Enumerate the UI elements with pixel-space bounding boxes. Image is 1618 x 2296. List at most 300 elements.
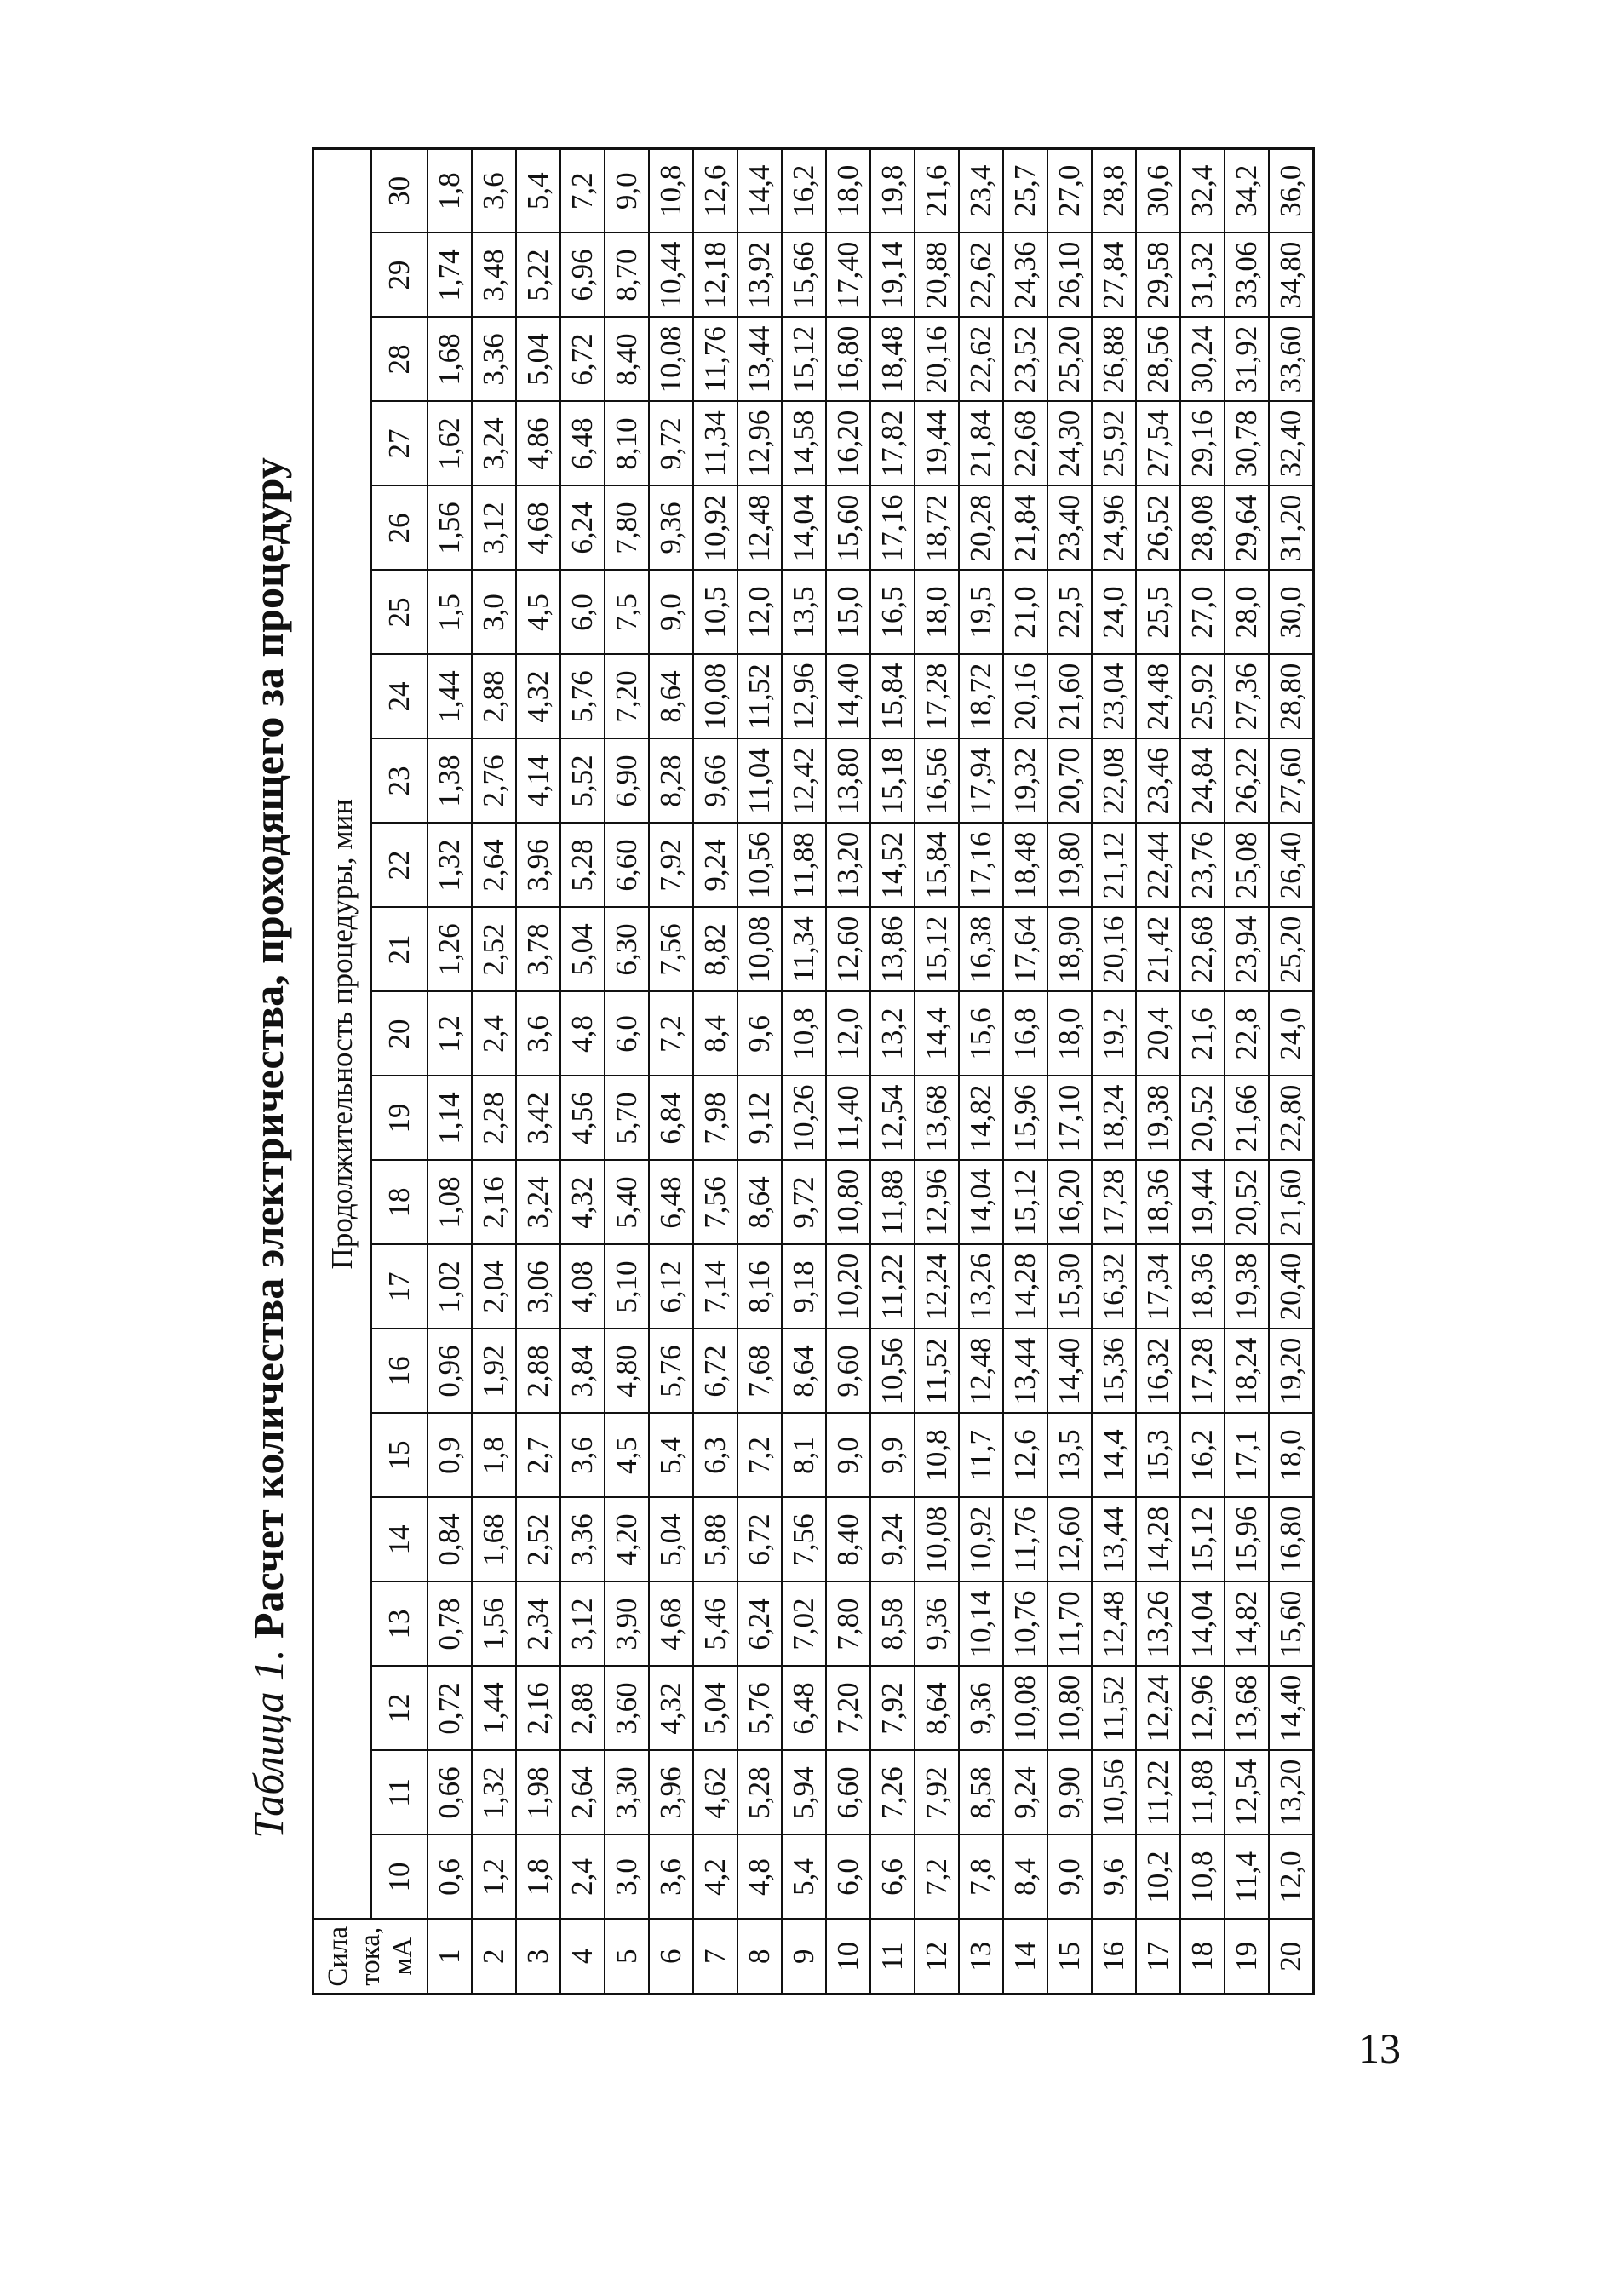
column-header-21: 21 — [371, 908, 427, 992]
table-cell: 4,62 — [693, 1751, 737, 1835]
table-cell: 10,20 — [826, 1245, 870, 1329]
table-cell: 7,26 — [870, 1751, 915, 1835]
table-cell: 5,28 — [737, 1751, 782, 1835]
row-current-cell: 19 — [1225, 1920, 1269, 1995]
table-cell: 36,0 — [1269, 149, 1314, 233]
table-cell: 18,48 — [1003, 824, 1047, 908]
table-cell: 24,30 — [1047, 402, 1092, 486]
table-cell: 9,72 — [649, 402, 693, 486]
table-cell: 11,34 — [693, 402, 737, 486]
table-cell: 10,56 — [870, 1329, 915, 1414]
table-cell: 20,70 — [1047, 739, 1092, 824]
table-cell: 31,32 — [1180, 233, 1225, 318]
table-cell: 21,66 — [1225, 1076, 1269, 1161]
table-cell: 3,96 — [649, 1751, 693, 1835]
column-header-22: 22 — [371, 824, 427, 908]
table-cell: 15,3 — [1136, 1414, 1180, 1498]
table-cell: 32,40 — [1269, 402, 1314, 486]
table-cell: 4,8 — [560, 992, 605, 1076]
table-cell: 19,38 — [1136, 1076, 1180, 1161]
table-cell: 26,52 — [1136, 486, 1180, 571]
table-cell: 0,66 — [427, 1751, 472, 1835]
table-cell: 16,5 — [870, 571, 915, 655]
row-current-cell: 12 — [915, 1920, 959, 1995]
table-cell: 23,40 — [1047, 486, 1092, 571]
table-cell: 5,22 — [516, 233, 560, 318]
table-cell: 30,6 — [1136, 149, 1180, 233]
table-cell: 3,06 — [516, 1245, 560, 1329]
table-cell: 17,16 — [870, 486, 915, 571]
table-cell: 9,24 — [1003, 1751, 1047, 1835]
table-row — [472, 149, 516, 1995]
table-cell: 1,62 — [427, 402, 472, 486]
table-cell: 6,96 — [560, 233, 605, 318]
table-cell: 1,2 — [427, 992, 472, 1076]
table-cell: 24,0 — [1092, 571, 1136, 655]
table-cell: 0,78 — [427, 1582, 472, 1667]
table-cell: 25,92 — [1092, 402, 1136, 486]
table-cell: 13,20 — [1269, 1751, 1314, 1835]
table-cell: 1,02 — [427, 1245, 472, 1329]
table-cell: 8,82 — [693, 908, 737, 992]
table-cell: 5,4 — [516, 149, 560, 233]
table-cell: 3,36 — [472, 318, 516, 402]
table-cell: 22,08 — [1092, 739, 1136, 824]
table-cell: 7,80 — [826, 1582, 870, 1667]
table-cell: 3,36 — [560, 1498, 605, 1582]
table-cell: 17,10 — [1047, 1076, 1092, 1161]
table-cell: 3,6 — [560, 1414, 605, 1498]
column-header-20: 20 — [371, 992, 427, 1076]
table-cell: 21,42 — [1136, 908, 1180, 992]
table-cell: 6,60 — [605, 824, 649, 908]
table-cell: 1,98 — [516, 1751, 560, 1835]
table-cell: 18,72 — [959, 655, 1003, 739]
table-cell: 1,56 — [427, 486, 472, 571]
table-cell: 27,60 — [1269, 739, 1314, 824]
table-cell: 7,56 — [782, 1498, 826, 1582]
table-cell: 14,58 — [782, 402, 826, 486]
column-header-12: 12 — [371, 1667, 427, 1751]
table-cell: 11,34 — [782, 908, 826, 992]
table-cell: 2,34 — [516, 1582, 560, 1667]
table-cell: 4,5 — [516, 571, 560, 655]
table-cell: 21,60 — [1269, 1161, 1314, 1245]
table-cell: 14,82 — [1225, 1582, 1269, 1667]
table-cell: 18,0 — [1047, 992, 1092, 1076]
table-cell: 10,92 — [693, 486, 737, 571]
table-cell: 17,28 — [1180, 1329, 1225, 1414]
table-cell: 11,70 — [1047, 1582, 1092, 1667]
table-cell: 16,20 — [1047, 1161, 1092, 1245]
table-cell: 4,32 — [649, 1667, 693, 1751]
table-cell: 10,8 — [1180, 1835, 1225, 1920]
table-cell: 31,92 — [1225, 318, 1269, 402]
table-cell: 3,24 — [472, 402, 516, 486]
caption-title: Расчет количества электричества, проходящего за процедуру — [244, 457, 292, 1639]
table-cell: 23,04 — [1092, 655, 1136, 739]
table-cell: 13,44 — [1092, 1498, 1136, 1582]
table-cell: 3,84 — [560, 1329, 605, 1414]
table-cell: 9,36 — [649, 486, 693, 571]
table-cell: 12,96 — [1180, 1667, 1225, 1751]
table-cell: 10,92 — [959, 1498, 1003, 1582]
table-cell: 16,38 — [959, 908, 1003, 992]
table-cell: 17,28 — [915, 655, 959, 739]
table-cell: 16,8 — [1003, 992, 1047, 1076]
table-cell: 7,14 — [693, 1245, 737, 1329]
table-cell: 13,44 — [1003, 1329, 1047, 1414]
table-cell: 30,78 — [1225, 402, 1269, 486]
table-cell: 7,56 — [649, 908, 693, 992]
table-cell: 12,60 — [1047, 1498, 1092, 1582]
table-cell: 13,26 — [959, 1245, 1003, 1329]
table-cell: 14,82 — [959, 1076, 1003, 1161]
table-cell: 10,8 — [649, 149, 693, 233]
row-current-cell: 6 — [649, 1920, 693, 1995]
table-cell: 3,48 — [472, 233, 516, 318]
table-cell: 19,44 — [1180, 1161, 1225, 1245]
table-cell: 17,94 — [959, 739, 1003, 824]
table-cell: 7,02 — [782, 1582, 826, 1667]
table-cell: 12,96 — [782, 655, 826, 739]
table-cell: 9,6 — [737, 992, 782, 1076]
table-cell: 21,6 — [1180, 992, 1225, 1076]
table-cell: 5,04 — [560, 908, 605, 992]
table-cell: 9,18 — [782, 1245, 826, 1329]
table-cell: 15,66 — [782, 233, 826, 318]
table-cell: 18,24 — [1225, 1329, 1269, 1414]
table-cell: 6,84 — [649, 1076, 693, 1161]
table-cell: 5,10 — [605, 1245, 649, 1329]
table-cell: 5,70 — [605, 1076, 649, 1161]
row-current-cell: 15 — [1047, 1920, 1092, 1995]
column-header-17: 17 — [371, 1245, 427, 1329]
table-cell: 5,04 — [516, 318, 560, 402]
table-cell: 5,4 — [782, 1835, 826, 1920]
table-cell: 18,0 — [826, 149, 870, 233]
table-cell: 18,72 — [915, 486, 959, 571]
table-cell: 14,4 — [737, 149, 782, 233]
table-cell: 20,40 — [1269, 1245, 1314, 1329]
table-cell: 12,48 — [737, 486, 782, 571]
table-cell: 9,60 — [826, 1329, 870, 1414]
table-cell: 5,76 — [737, 1667, 782, 1751]
table-cell: 25,20 — [1269, 908, 1314, 992]
table-cell: 14,4 — [915, 992, 959, 1076]
table-cell: 24,96 — [1092, 486, 1136, 571]
table-cell: 20,16 — [915, 318, 959, 402]
table-cell: 20,52 — [1180, 1076, 1225, 1161]
table-cell: 17,1 — [1225, 1414, 1269, 1498]
table-cell: 1,26 — [427, 908, 472, 992]
table-cell: 1,8 — [516, 1835, 560, 1920]
table-cell: 6,30 — [605, 908, 649, 992]
table-cell: 4,86 — [516, 402, 560, 486]
table-cell: 10,08 — [1003, 1667, 1047, 1751]
table-cell: 15,18 — [870, 739, 915, 824]
table-cell: 13,68 — [915, 1076, 959, 1161]
table-cell: 15,6 — [959, 992, 1003, 1076]
table-cell: 7,20 — [605, 655, 649, 739]
table-row — [560, 149, 605, 1995]
table-cell: 2,88 — [472, 655, 516, 739]
table-cell: 9,36 — [959, 1667, 1003, 1751]
table-cell: 19,8 — [870, 149, 915, 233]
table-cell: 14,28 — [1003, 1245, 1047, 1329]
duration-header: Продолжительность процедуры, мин — [313, 149, 372, 1920]
table-cell: 16,56 — [915, 739, 959, 824]
table-cell: 11,52 — [737, 655, 782, 739]
column-header-10: 10 — [371, 1835, 427, 1920]
table-cell: 1,38 — [427, 739, 472, 824]
table-cell: 1,14 — [427, 1076, 472, 1161]
table-cell: 8,70 — [605, 233, 649, 318]
table-cell: 12,96 — [737, 402, 782, 486]
table-cell: 5,40 — [605, 1161, 649, 1245]
table-cell: 11,88 — [782, 824, 826, 908]
row-current-cell: 14 — [1003, 1920, 1047, 1995]
table-cell: 15,96 — [1003, 1076, 1047, 1161]
table-cell: 10,76 — [1003, 1582, 1047, 1667]
table-row — [693, 149, 737, 1995]
row-current-cell: 8 — [737, 1920, 782, 1995]
table-cell: 15,30 — [1047, 1245, 1092, 1329]
table-cell: 4,20 — [605, 1498, 649, 1582]
column-header-19: 19 — [371, 1076, 427, 1161]
table-cell: 8,58 — [870, 1582, 915, 1667]
table-cell: 30,24 — [1180, 318, 1225, 402]
table-cell: 6,12 — [649, 1245, 693, 1329]
table-cell: 11,88 — [870, 1161, 915, 1245]
table-cell: 16,20 — [826, 402, 870, 486]
table-cell: 12,18 — [693, 233, 737, 318]
table-cell: 22,8 — [1225, 992, 1269, 1076]
table-row — [782, 149, 826, 1995]
table-cell: 10,5 — [693, 571, 737, 655]
column-header-11: 11 — [371, 1751, 427, 1835]
row-current-cell: 13 — [959, 1920, 1003, 1995]
table-cell: 19,32 — [1003, 739, 1047, 824]
table-cell: 6,24 — [737, 1582, 782, 1667]
table-cell: 19,38 — [1225, 1245, 1269, 1329]
row-current-cell: 5 — [605, 1920, 649, 1995]
column-header-30: 30 — [371, 149, 427, 233]
table-row — [649, 149, 693, 1995]
table-cell: 26,88 — [1092, 318, 1136, 402]
table-cell: 12,0 — [737, 571, 782, 655]
table-cell: 6,48 — [649, 1161, 693, 1245]
table-row — [826, 149, 870, 1995]
table-cell: 10,08 — [649, 318, 693, 402]
table-cell: 4,8 — [737, 1835, 782, 1920]
table-cell: 17,16 — [959, 824, 1003, 908]
column-header-row — [371, 149, 427, 1995]
table-cell: 11,22 — [1136, 1751, 1180, 1835]
table-cell: 34,80 — [1269, 233, 1314, 318]
table-cell: 18,24 — [1092, 1076, 1136, 1161]
table-cell: 15,84 — [870, 655, 915, 739]
table-cell: 8,10 — [605, 402, 649, 486]
table-cell: 25,5 — [1136, 571, 1180, 655]
table-row — [1047, 149, 1092, 1995]
table-cell: 27,54 — [1136, 402, 1180, 486]
table-cell: 11,88 — [1180, 1751, 1225, 1835]
table-cell: 10,08 — [915, 1498, 959, 1582]
table-cell: 28,0 — [1225, 571, 1269, 655]
table-cell: 23,94 — [1225, 908, 1269, 992]
table-cell: 13,2 — [870, 992, 915, 1076]
table-cell: 1,5 — [427, 571, 472, 655]
table-cell: 8,4 — [1003, 1835, 1047, 1920]
table-caption — [243, 0, 294, 2296]
table-cell: 14,40 — [826, 655, 870, 739]
table-cell: 12,6 — [693, 149, 737, 233]
table-cell: 0,72 — [427, 1667, 472, 1751]
table-cell: 28,8 — [1092, 149, 1136, 233]
table-cell: 1,68 — [472, 1498, 516, 1582]
table-cell: 2,04 — [472, 1245, 516, 1329]
row-current-cell: 20 — [1269, 1920, 1314, 1995]
table-row — [1092, 149, 1136, 1995]
table-cell: 9,24 — [693, 824, 737, 908]
table-cell: 3,78 — [516, 908, 560, 992]
table-cell: 13,5 — [1047, 1414, 1092, 1498]
table-cell: 24,0 — [1269, 992, 1314, 1076]
table-cell: 29,64 — [1225, 486, 1269, 571]
table-cell: 11,22 — [870, 1245, 915, 1329]
table-cell: 23,4 — [959, 149, 1003, 233]
table-cell: 8,64 — [915, 1667, 959, 1751]
table-cell: 10,14 — [959, 1582, 1003, 1667]
column-header-23: 23 — [371, 739, 427, 824]
table-cell: 6,3 — [693, 1414, 737, 1498]
table-cell: 15,60 — [1269, 1582, 1314, 1667]
table-cell: 9,9 — [870, 1414, 915, 1498]
table-cell: 19,5 — [959, 571, 1003, 655]
table-cell: 8,40 — [826, 1498, 870, 1582]
table-cell: 21,60 — [1047, 655, 1092, 739]
table-cell: 22,68 — [1003, 402, 1047, 486]
table-cell: 12,54 — [1225, 1751, 1269, 1835]
table-cell: 28,56 — [1136, 318, 1180, 402]
table-cell: 14,40 — [1047, 1329, 1092, 1414]
row-current-cell: 17 — [1136, 1920, 1180, 1995]
table-cell: 7,2 — [560, 149, 605, 233]
table-cell: 2,88 — [516, 1329, 560, 1414]
table-cell: 18,36 — [1136, 1161, 1180, 1245]
table-cell: 12,0 — [826, 992, 870, 1076]
table-cell: 7,92 — [649, 824, 693, 908]
table-row — [427, 149, 472, 1995]
table-cell: 25,7 — [1003, 149, 1047, 233]
table-cell: 18,90 — [1047, 908, 1092, 992]
table-cell: 8,40 — [605, 318, 649, 402]
table-cell: 6,0 — [826, 1835, 870, 1920]
row-current-cell: 9 — [782, 1920, 826, 1995]
table-row — [1003, 149, 1047, 1995]
table-cell: 22,44 — [1136, 824, 1180, 908]
table-cell: 2,64 — [472, 824, 516, 908]
table-cell: 10,56 — [1092, 1751, 1136, 1835]
table-row — [959, 149, 1003, 1995]
table-cell: 7,2 — [737, 1414, 782, 1498]
column-header-14: 14 — [371, 1498, 427, 1582]
table-cell: 17,28 — [1092, 1161, 1136, 1245]
table-cell: 11,76 — [1003, 1498, 1047, 1582]
table-cell: 19,14 — [870, 233, 915, 318]
table-body — [427, 149, 1314, 1995]
table-cell: 26,22 — [1225, 739, 1269, 824]
table-cell: 19,2 — [1092, 992, 1136, 1076]
table-cell: 0,9 — [427, 1414, 472, 1498]
table-cell: 17,64 — [1003, 908, 1047, 992]
table-cell: 11,4 — [1225, 1835, 1269, 1920]
table-cell: 10,2 — [1136, 1835, 1180, 1920]
row-header: Сила тока, мА — [313, 1920, 428, 1995]
table-cell: 12,96 — [915, 1161, 959, 1245]
table-cell: 18,36 — [1180, 1245, 1225, 1329]
table-cell: 9,66 — [693, 739, 737, 824]
table-cell: 17,40 — [826, 233, 870, 318]
table-cell: 10,44 — [649, 233, 693, 318]
table-cell: 8,58 — [959, 1751, 1003, 1835]
table-cell: 20,28 — [959, 486, 1003, 571]
table-cell: 7,92 — [915, 1751, 959, 1835]
table-cell: 14,28 — [1136, 1498, 1180, 1582]
table-cell: 22,5 — [1047, 571, 1092, 655]
table-cell: 28,80 — [1269, 655, 1314, 739]
table-row — [1180, 149, 1225, 1995]
table-cell: 33,06 — [1225, 233, 1269, 318]
table-cell: 7,68 — [737, 1329, 782, 1414]
table-cell: 12,60 — [826, 908, 870, 992]
table-row — [516, 149, 560, 1995]
table-cell: 9,0 — [1047, 1835, 1092, 1920]
table-cell: 1,44 — [472, 1667, 516, 1751]
table-cell: 15,36 — [1092, 1329, 1136, 1414]
table-cell: 17,82 — [870, 402, 915, 486]
table-row — [1225, 149, 1269, 1995]
table-cell: 3,42 — [516, 1076, 560, 1161]
table-cell: 22,62 — [959, 233, 1003, 318]
table-row — [870, 149, 915, 1995]
table-cell: 4,5 — [605, 1414, 649, 1498]
table-cell: 10,08 — [693, 655, 737, 739]
table-cell: 20,16 — [1092, 908, 1136, 992]
table-cell: 9,36 — [915, 1582, 959, 1667]
table-cell: 15,12 — [782, 318, 826, 402]
table-cell: 1,8 — [427, 149, 472, 233]
table-cell: 12,24 — [1136, 1667, 1180, 1751]
table-cell: 34,2 — [1225, 149, 1269, 233]
row-current-cell: 4 — [560, 1920, 605, 1995]
table-cell: 6,90 — [605, 739, 649, 824]
table-cell: 5,4 — [649, 1414, 693, 1498]
row-current-cell: 2 — [472, 1920, 516, 1995]
table-cell: 20,88 — [915, 233, 959, 318]
row-current-cell: 1 — [427, 1920, 472, 1995]
table-cell: 9,0 — [605, 149, 649, 233]
table-cell: 16,2 — [782, 149, 826, 233]
table-cell: 15,12 — [1180, 1498, 1225, 1582]
row-current-cell: 3 — [516, 1920, 560, 1995]
table-cell: 26,10 — [1047, 233, 1092, 318]
table-cell: 20,16 — [1003, 655, 1047, 739]
table-cell: 3,6 — [516, 992, 560, 1076]
table-cell: 21,84 — [959, 402, 1003, 486]
table-cell: 7,2 — [649, 992, 693, 1076]
